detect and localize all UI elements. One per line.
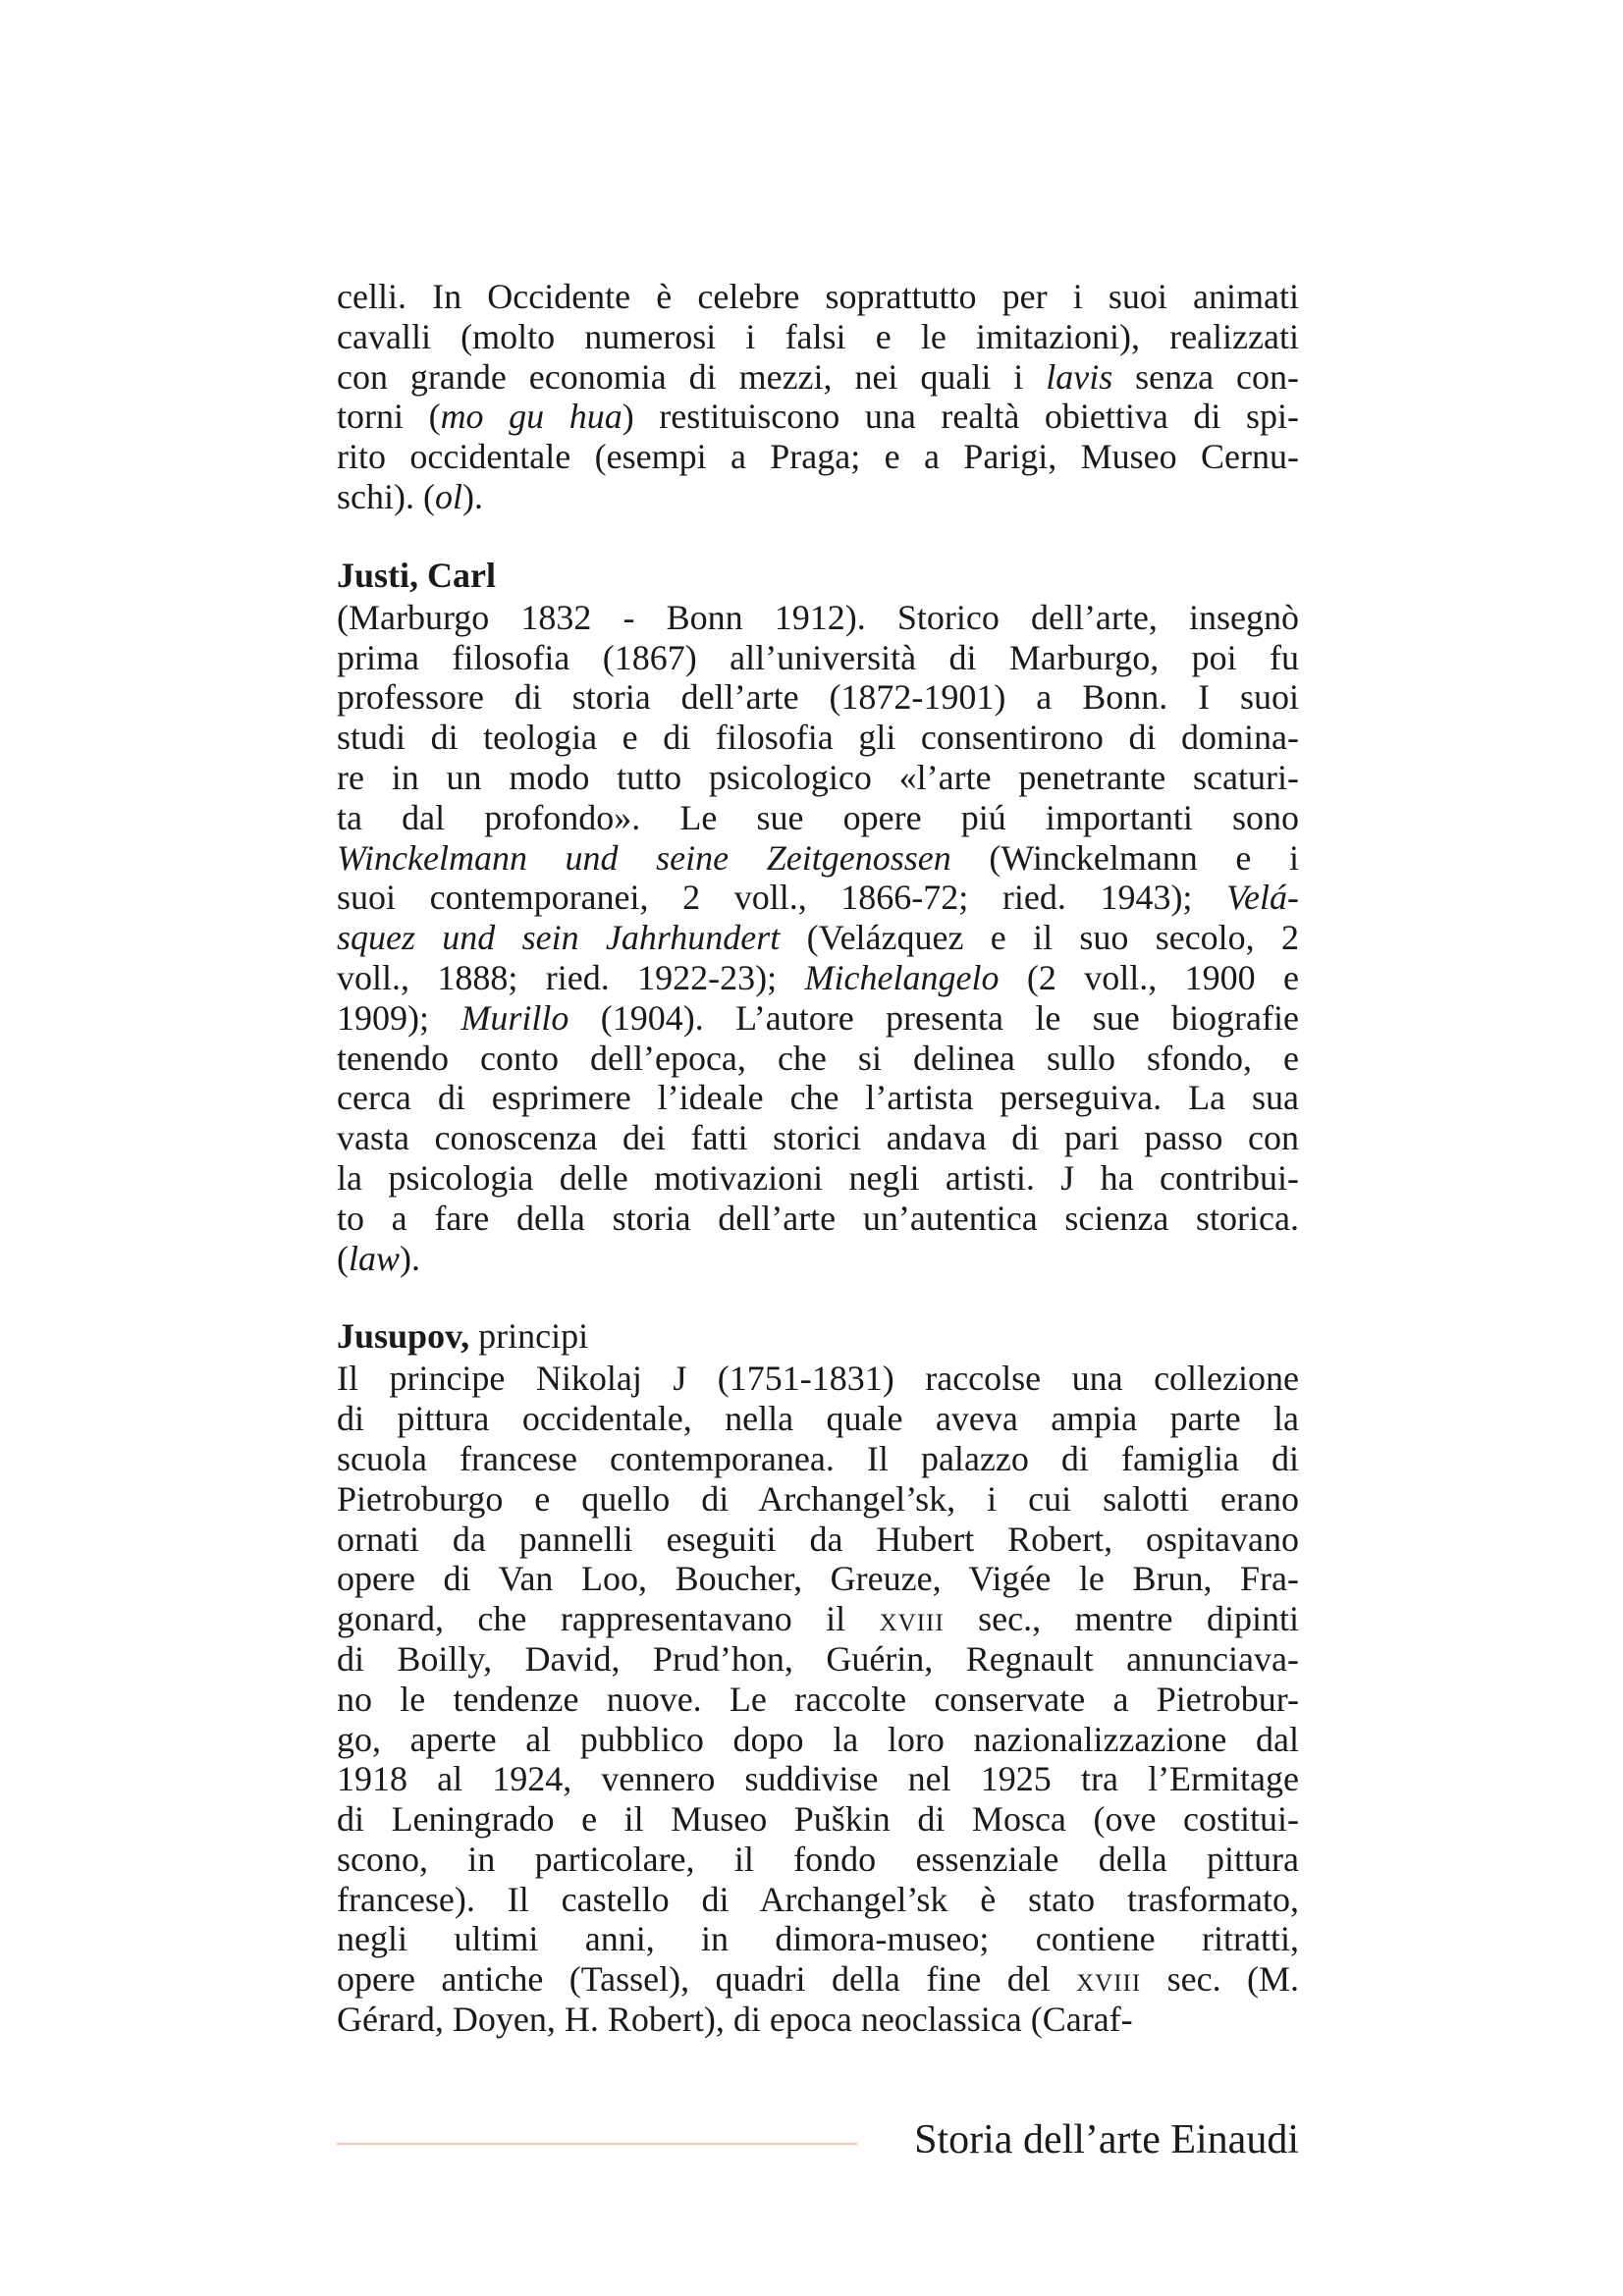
entry-justi-text (337, 598, 1299, 1279)
text-line: Pietroburgo e quello di Archangel’sk, i cui salotti erano (337, 1478, 1299, 1519)
headword-jusupov-suffix: principi (469, 1316, 589, 1357)
text-line: tenendo conto dell’epoca, che si delinea sullo sfondo, e (337, 1038, 1299, 1078)
text-line: cerca di esprimere l’ideale che l’artista perseguiva. La sua (337, 1078, 1299, 1118)
text-line: prima filosofia (1867) all’università di Marburgo, poi fu (337, 637, 1299, 677)
text-line: scono, in particolare, il fondo essenziale della pittura (337, 1839, 1299, 1879)
text-line: re in un modo tutto psicologico «l’arte penetrante scaturi- (337, 757, 1299, 797)
text-line: voll., 1888; ried. 1922-23); Michelangelo (2 voll., 1900 e (337, 957, 1299, 997)
text-line: rito occidentale (esempi a Praga; e a Parigi, Museo Cernu- (337, 437, 1299, 477)
text-line: ornati da pannelli eseguiti da Hubert Robert, ospitavano (337, 1519, 1299, 1559)
page-body (337, 277, 1299, 2040)
text-line: di Leningrado e il Museo Puškin di Mosca (ove costitui- (337, 1799, 1299, 1840)
headword-justi (337, 555, 1299, 596)
page-footer (337, 2110, 1299, 2169)
text-line: ta dal profondo». Le sue opere piú importanti sono (337, 797, 1299, 837)
footer-rule (337, 2143, 857, 2145)
text-line: (Marburgo 1832 - Bonn 1912). Storico dell’arte, insegnò (337, 597, 1299, 637)
text-line: Gérard, Doyen, H. Robert), di epoca neoclassica (Caraf- (337, 2000, 1133, 2040)
text-line: cavalli (molto numerosi i falsi e le imitazioni), realizzati (337, 316, 1299, 356)
text-line: 1909); Murillo (1904). L’autore presenta le sue biografie (337, 997, 1299, 1038)
text-line: gonard, che rappresentavano il xviii sec., mentre dipinti (337, 1599, 1299, 1639)
text-line: professore di storia dell’arte (1872-1901) a Bonn. I suoi (337, 677, 1299, 718)
entry-justi (337, 555, 1299, 1279)
headword-jusupov-name: Jusupov, (337, 1316, 470, 1357)
text-line: opere antiche (Tassel), quadri della fine del xviii sec. (M. (337, 1959, 1299, 2000)
footer-title: Storia dell’arte Einaudi (914, 2117, 1299, 2163)
text-line: la psicologia delle motivazioni negli artisti. J ha contribui- (337, 1157, 1299, 1198)
entry-jusupov (337, 1315, 1299, 2040)
text-line: con grande economia di mezzi, nei quali i lavis senza con- (337, 356, 1299, 397)
text-line: (law). (337, 1238, 421, 1278)
text-line: torni (mo gu hua) restituiscono una realtà obiettiva di spi- (337, 397, 1299, 437)
text-line: di pittura occidentale, nella quale aveva ampia parte la (337, 1399, 1299, 1439)
text-line: studi di teologia e di filosofia gli consentirono di domina- (337, 718, 1299, 758)
text-line: di Boilly, David, Prud’hon, Guérin, Regnault annunciava- (337, 1638, 1299, 1679)
text-line: vasta conoscenza dei fatti storici andava di pari passo con (337, 1118, 1299, 1158)
text-line: squez und sein Jahrhundert (Velázquez e il suo secolo, 2 (337, 918, 1299, 958)
text-line: Winckelmann und seine Zeitgenossen (Winckelmann e i (337, 837, 1299, 878)
text-line: go, aperte al pubblico dopo la loro nazionalizzazione dal (337, 1719, 1299, 1759)
entry-continuation (337, 277, 1299, 517)
text-line: celli. In Occidente è celebre soprattutto per i suoi animati (337, 277, 1299, 316)
text-line: scuola francese contemporanea. Il palazzo di famiglia di (337, 1438, 1299, 1478)
text-line: negli ultimi anni, in dimora-museo; contiene ritratti, (337, 1919, 1299, 1959)
headword-jusupov (337, 1315, 1299, 1357)
text-line: to a fare della storia dell’arte un’autentica scienza storica. (337, 1198, 1299, 1238)
text-line: 1918 al 1924, vennero suddivise nel 1925 tra l’Ermitage (337, 1759, 1299, 1799)
text-line: schi). (ol). (337, 476, 483, 516)
headword-justi-name: Justi, Carl (337, 555, 496, 595)
text-line: no le tendenze nuove. Le raccolte conservate a Pietrobur- (337, 1679, 1299, 1719)
entry-jusupov-text (337, 1359, 1299, 2040)
text-line: opere di Van Loo, Boucher, Greuze, Vigée le Brun, Fra- (337, 1559, 1299, 1599)
text-line: Il principe Nikolaj J (1751-1831) raccolse una collezione (337, 1359, 1299, 1399)
text-line: francese). Il castello di Archangel’sk è stato trasformato, (337, 1879, 1299, 1919)
text-line: suoi contemporanei, 2 voll., 1866-72; ried. 1943); Velá- (337, 878, 1299, 918)
